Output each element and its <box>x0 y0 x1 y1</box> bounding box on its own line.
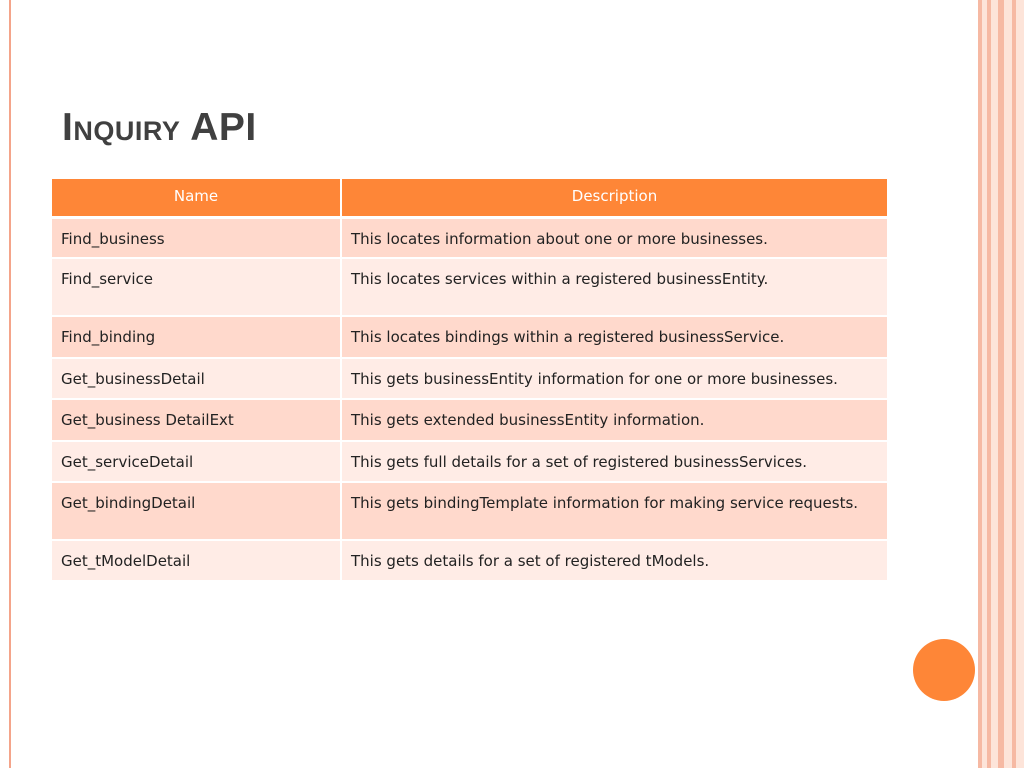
api-name-cell: Get_businessDetail <box>52 358 341 399</box>
table-row <box>52 441 887 482</box>
api-description-cell: This locates bindings within a registered businessService. <box>341 316 887 358</box>
api-name-cell: Find_business <box>52 217 341 258</box>
api-name-cell: Get_bindingDetail <box>52 482 341 540</box>
right-decorative-stripe <box>1016 0 1024 768</box>
api-description-cell: This gets bindingTemplate information for making service requests. <box>341 482 887 540</box>
right-decorative-stripe <box>1004 0 1012 768</box>
api-description-cell: This gets businessEntity information for one or more businesses. <box>341 358 887 399</box>
api-name-cell: Get_tModelDetail <box>52 540 341 581</box>
api-description-cell: This gets extended businessEntity information. <box>341 399 887 441</box>
table-row <box>52 482 887 540</box>
table-header-row <box>52 179 887 217</box>
inquiry-api-table <box>52 179 887 582</box>
table-row <box>52 316 887 358</box>
orange-circle-icon <box>913 639 975 701</box>
table-row <box>52 399 887 441</box>
slide-title: Inquiry API <box>62 106 257 149</box>
right-decorative-stripe <box>991 0 998 768</box>
api-name-cell: Get_serviceDetail <box>52 441 341 482</box>
table-row <box>52 217 887 258</box>
api-description-cell: This locates services within a registered businessEntity. <box>341 258 887 316</box>
table-row <box>52 258 887 316</box>
api-description-cell: This locates information about one or more businesses. <box>341 217 887 258</box>
column-header-name: Name <box>52 179 341 217</box>
table-row <box>52 540 887 581</box>
api-description-cell: This gets details for a set of registered tModels. <box>341 540 887 581</box>
api-description-cell: This gets full details for a set of registered businessServices. <box>341 441 887 482</box>
left-decorative-rule <box>9 0 11 768</box>
api-name-cell: Get_business DetailExt <box>52 399 341 441</box>
table-row <box>52 358 887 399</box>
api-name-cell: Find_binding <box>52 316 341 358</box>
column-header-description: Description <box>341 179 887 217</box>
api-name-cell: Find_service <box>52 258 341 316</box>
